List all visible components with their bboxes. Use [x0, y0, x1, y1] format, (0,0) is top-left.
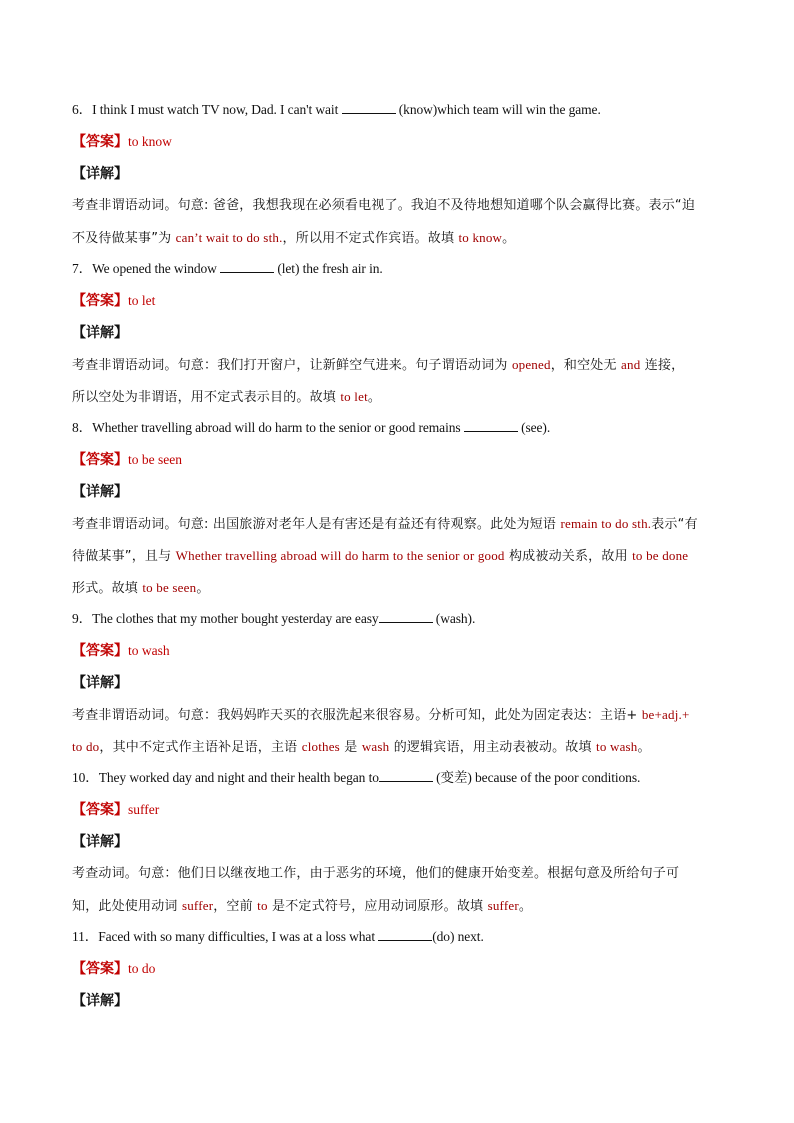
question-text: Whether travelling abroad will do harm to the senior or good remains — [92, 420, 464, 435]
highlight-phrase: and — [621, 357, 641, 372]
question-text: I think I must watch TV now, Dad. I can't wait — [92, 102, 342, 117]
answer-tag: 【答案】 — [72, 134, 128, 150]
answer-value: to be seen — [128, 452, 182, 467]
answer-blank — [378, 928, 432, 941]
answer-blank — [379, 610, 433, 623]
answer-tag: 【答案】 — [72, 643, 128, 659]
explanation-line — [72, 706, 728, 725]
answer-line — [72, 451, 728, 470]
highlight-phrase: clothes — [301, 739, 340, 754]
question-11 — [72, 928, 728, 946]
explanation-text: 。 — [637, 740, 651, 755]
detail-heading — [72, 483, 728, 502]
explanation-text: 。 — [196, 581, 210, 596]
explanation-text: 考查非谓语动词。句意：我们打开窗户，让新鲜空气进来。句子谓语动词为 — [72, 358, 512, 373]
detail-tag: 【详解】 — [72, 484, 128, 500]
answer-tag: 【答案】 — [72, 452, 128, 468]
explanation-line — [72, 865, 728, 883]
answer-line — [72, 292, 728, 311]
question-text: The clothes that my mother bought yesterday are easy — [92, 611, 379, 626]
explanation-text: 考查非谓语动词。句意：我妈妈昨天买的衣服洗起来很容易。分析可知，此处为固定表达：主语+ — [72, 708, 642, 723]
question-text: We opened the window — [92, 261, 221, 276]
explanation-text: 。 — [518, 899, 533, 914]
explanation-line — [72, 515, 728, 534]
explanation-text: 待做某事”，且与 — [72, 549, 176, 564]
explanation-text: 不及待做某事”为 — [72, 231, 176, 246]
question-number: 6． — [72, 102, 93, 117]
highlight-phrase: to do — [72, 739, 100, 754]
answer-value: to know — [128, 134, 172, 149]
detail-tag: 【详解】 — [72, 325, 128, 341]
detail-tag: 【详解】 — [72, 675, 128, 691]
explanation-text: 考查动词。句意：他们日以继夜地工作，由于恶劣的环境，他们的健康开始变差。根据句意及所给句子可 — [72, 866, 680, 881]
detail-tag: 【详解】 — [72, 993, 128, 1009]
highlight-phrase: Whether travelling abroad will do harm to the senior or good — [175, 548, 505, 563]
explanation-line — [72, 738, 728, 757]
answer-value: to let — [128, 293, 156, 308]
explanation-line — [72, 388, 728, 407]
explanation-line — [72, 197, 728, 215]
question-number: 10． — [72, 770, 99, 785]
question-number: 7． — [72, 261, 93, 276]
answer-blank — [379, 769, 433, 782]
explanation-text: 知，此处使用动词 — [72, 899, 182, 914]
explanation-text: 是 — [339, 740, 362, 755]
explanation-text: ，空前 — [213, 899, 258, 914]
explanation-text: ，和空处无 — [550, 358, 622, 373]
answer-value: suffer — [128, 802, 160, 817]
explanation-text: ，其中不定式作主语补足语，主语 — [99, 740, 302, 755]
detail-tag: 【详解】 — [72, 166, 128, 182]
explanation-text: 所以空处为非谓语，用不定式表示目的。故填 — [72, 390, 341, 405]
highlight-phrase: suffer — [487, 898, 519, 913]
question-text-rest: (know)which team will win the game. — [395, 102, 601, 117]
explanation-text: 连接， — [640, 358, 685, 373]
highlight-phrase: to — [257, 898, 268, 913]
highlight-phrase: to be done — [632, 548, 689, 563]
question-9 — [72, 610, 728, 628]
explanation-line — [72, 356, 728, 375]
detail-heading — [72, 674, 728, 693]
highlight-phrase: opened — [511, 357, 551, 372]
question-text-rest: (do) next. — [432, 929, 484, 944]
answer-line — [72, 133, 728, 152]
highlight-phrase: to wash — [596, 739, 638, 754]
highlight-phrase: wash — [361, 739, 390, 754]
answer-blank — [464, 419, 518, 432]
answer-value: to do — [128, 961, 156, 976]
question-8 — [72, 419, 728, 437]
detail-tag: 【详解】 — [72, 834, 128, 850]
question-text: Faced with so many difficulties, I was at a loss what — [98, 929, 379, 944]
detail-heading — [72, 992, 728, 1011]
highlight-phrase: remain to do sth. — [560, 516, 652, 531]
explanation-text: 表示“有 — [651, 517, 698, 532]
highlight-phrase: to let — [340, 389, 368, 404]
answer-tag: 【答案】 — [72, 802, 128, 818]
detail-heading — [72, 324, 728, 343]
highlight-phrase: to be seen — [142, 580, 197, 595]
question-text-rest: (wash). — [432, 611, 476, 626]
explanation-text: 是不定式符号，应用动词原形。故填 — [267, 899, 488, 914]
question-7 — [72, 260, 728, 278]
answer-line — [72, 801, 728, 820]
question-text-rest: (变差) because of the poor conditions. — [432, 770, 641, 785]
explanation-text: 考查非谓语动词。句意: 爸爸，我想我现在必须看电视了。我迫不及待地想知道哪个队会赢得比赛。表示“迫 — [72, 198, 696, 213]
question-text-rest: (see). — [517, 420, 551, 435]
highlight-phrase: can’t wait to do sth. — [175, 230, 283, 245]
highlight-phrase: to know — [458, 230, 503, 245]
explanation-line — [72, 579, 728, 598]
explanation-line — [72, 897, 728, 916]
explanation-text: 的逻辑宾语，用主动表被动。故填 — [389, 740, 597, 755]
answer-blank — [342, 101, 396, 114]
explanation-text: ，所以用不定式作宾语。故填 — [282, 231, 459, 246]
answer-line — [72, 642, 728, 661]
detail-heading — [72, 165, 728, 184]
question-10 — [72, 769, 728, 787]
detail-heading — [72, 833, 728, 852]
question-number: 8． — [72, 420, 93, 435]
question-text: They worked day and night and their health began to — [98, 770, 379, 785]
explanation-text: 。 — [502, 231, 516, 246]
answer-value: to wash — [128, 643, 170, 658]
question-6 — [72, 101, 728, 119]
explanation-text: 。 — [367, 390, 382, 405]
highlight-phrase: suffer — [181, 898, 214, 913]
answer-line — [72, 960, 728, 979]
explanation-line — [72, 547, 728, 566]
explanation-text: 考查非谓语动词。句意: 出国旅游对老年人是有害还是有益还有待观察。此处为短语 — [72, 517, 561, 532]
question-number: 9． — [72, 611, 93, 626]
explanation-line — [72, 229, 728, 248]
highlight-phrase: be+adj.+ — [641, 707, 690, 722]
answer-tag: 【答案】 — [72, 293, 128, 309]
explanation-text: 构成被动关系，故用 — [504, 549, 633, 564]
explanation-text: 形式。故填 — [72, 581, 143, 596]
question-text-rest: (let) the fresh air in. — [274, 261, 383, 276]
answer-blank — [220, 260, 274, 273]
answer-tag: 【答案】 — [72, 961, 128, 977]
question-number: 11． — [72, 929, 99, 944]
